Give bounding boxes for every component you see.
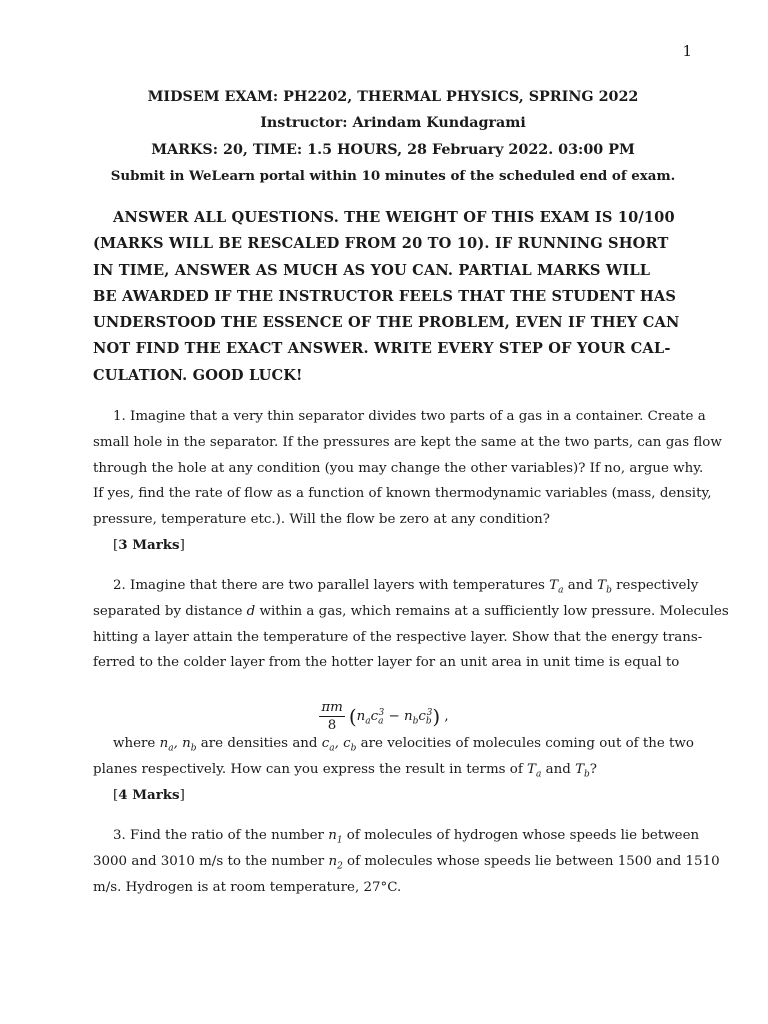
instruction-line: ANSWER ALL QUESTIONS. THE WEIGHT OF THIS EXAM IS 10/100 [113,209,675,226]
question-2-continued [93,731,695,808]
marks-time-line: MARKS: 20, TIME: 1.5 HOURS, 28 February 2022. 03:00 PM [151,141,635,158]
instruction-line: UNDERSTOOD THE ESSENCE OF THE PROBLEM, EVEN IF THEY CAN [93,314,680,332]
question-3 [93,823,720,900]
question-text-line: separated by distance d within a gas, which remains at a sufficiently low pressure. Molecules [93,603,729,619]
question-text-line: where $n_a$, $n_b$ are densities and $c_a$, $c_b$ are velocities of molecules coming out of the two [113,736,694,754]
question-text-line: If yes, find the rate of flow as a function of known thermodynamic variables (mass, density, [93,486,712,502]
question-text-line: 3000 and 3010 m/s to the number $n_2$ of molecules whose speeds lie between 1500 and 1510 [93,853,720,872]
question-text-line: m/s. Hydrogen is at room temperature, 27°C. [93,879,402,895]
instruction-line: (MARKS WILL BE RESCALED FROM 20 TO 10). IF RUNNING SHORT [93,235,669,253]
exam-header [93,84,693,189]
instructor-line: Instructor: Arindam Kundagrami [260,115,526,132]
page-number: 1 [682,42,692,60]
question-marks: [3 Marks] [113,536,185,553]
exam-instructions [93,205,693,389]
instruction-line: CULATION. GOOD LUCK! [93,366,303,384]
question-text-line: 1. Imagine that a very thin separator divides two parts of a gas in a container. Create a [113,409,706,424]
exam-title: MIDSEM EXAM: PH2202, THERMAL PHYSICS, SPRING 2022 [147,89,639,105]
question-text-line: 2. Imagine that there are two parallel layers with temperatures $T_a$ and $T_b$ respectively [113,578,699,596]
question-text-line: through the hole at any condition (you may change the other variables)? If no, argue why. [93,460,704,476]
question-text-line: 3. Find the ratio of the number $n_1$ of molecules of hydrogen whose speeds lie between [113,828,700,846]
instruction-line: IN TIME, ANSWER AS MUCH AS YOU CAN. PARTIAL MARKS WILL [93,261,651,279]
energy-transfer-equation: $\frac{\pi m}{8}$ $(n_ac_a^3 - n_bc_b^3)$ , [321,700,449,733]
question-1 [93,404,722,559]
equation-fraction: $\frac{\pi m}{8}$ [321,700,343,733]
question-text-line: pressure, temperature etc.). Will the flow be zero at any condition? [93,512,550,528]
instruction-line: BE AWARDED IF THE INSTRUCTOR FEELS THAT THE STUDENT HAS [93,287,677,305]
question-2 [93,573,729,676]
question-text-line: ferred to the colder layer from the hotter layer for an unit area in unit time is equal to [93,655,680,671]
question-text-line: hitting a layer attain the temperature of the respective layer. Show that the energy trans- [93,629,703,645]
instruction-line: NOT FIND THE EXACT ANSWER. WRITE EVERY STEP OF YOUR CAL- [93,340,671,358]
question-text-line: small hole in the separator. If the pressures are kept the same at the two parts, can gas flow [93,434,722,450]
submission-note: Submit in WeLearn portal within 10 minutes of the scheduled end of exam. [110,167,676,184]
question-marks: [4 Marks] [113,786,185,803]
question-text-line: planes respectively. How can you express the result in terms of $T_a$ and $T_b$? [93,761,597,780]
